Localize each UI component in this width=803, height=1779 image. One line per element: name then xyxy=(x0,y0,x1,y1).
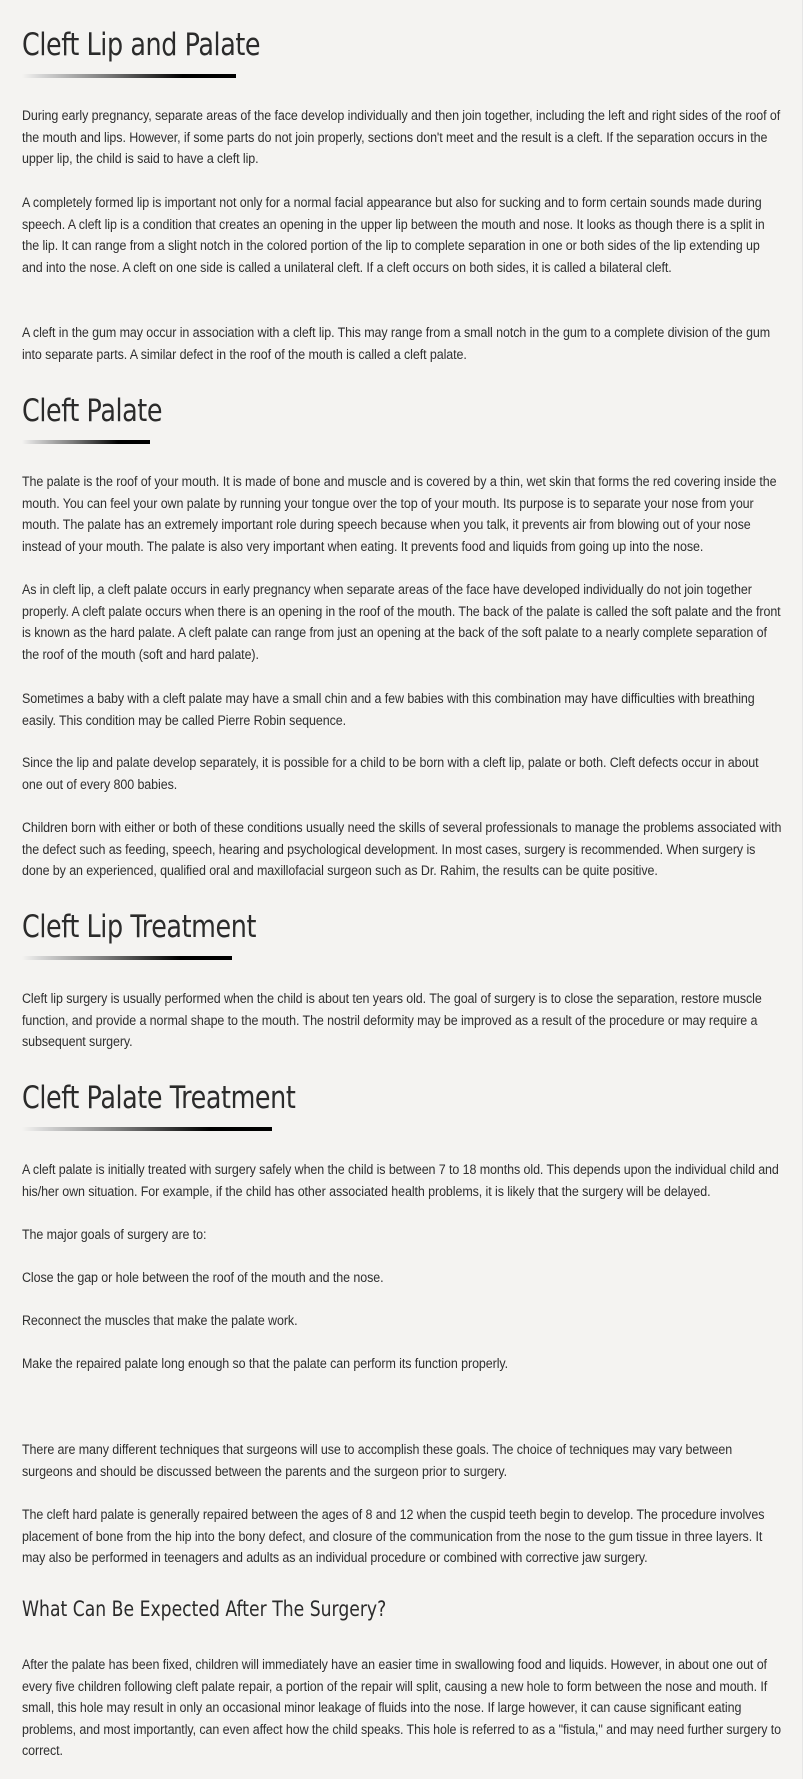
paragraph-text: Sometimes a baby with a cleft palate may have a small chin and a few babies with this combination may have difficulties with breathing easily. This condition may be called Pierre Robin sequence. xyxy=(22,691,755,729)
section-title: Cleft Lip Treatment xyxy=(22,909,257,945)
paragraph xyxy=(22,818,782,883)
section-cleft-palate-treatment xyxy=(22,1081,782,1131)
paragraph-text: Make the repaired palate long enough so that the palate can perform its function properly. xyxy=(22,1356,509,1372)
paragraph-text: A cleft in the gum may occur in association with a cleft lip. This may range from a small notch in the gum to a complete division of the gum into separate parts. A similar defect in the roof of the mouth is called a cleft palate. xyxy=(22,325,771,363)
subsection-title: What Can Be Expected After The Surgery? xyxy=(22,1597,387,1621)
paragraph xyxy=(22,1160,782,1203)
paragraph-text: The palate is the roof of your mouth. It is made of bone and muscle and is covered by a thin, wet skin that forms the red covering inside the mouth. You can feel your own palate by running your tongue over the top of your mouth. Its purpose is to separate your nose from your mouth. The palate has an extremely important role during speech because when you talk, it prevents air from blowing out of your nose instead of your mouth. The palate is also very important when eating. It prevents food and liquids from going up into the nose. xyxy=(22,474,777,555)
paragraph xyxy=(22,753,782,796)
paragraph xyxy=(22,106,782,171)
title-underline xyxy=(22,440,150,444)
paragraph-text: After the palate has been fixed, children will immediately have an easier time in swallowing food and liquids. However, in about one out of every five children following cleft palate repair, a portion of the repair will split, causing a new hole to form between the nose and mouth. If small, this hole may result in only an occasional minor leakage of fluids into the nose. If large however, it can cause significant eating problems, and most importantly, can even affect how the child speaks. This hole is referred to as a "fistula," and may need further surgery to correct. xyxy=(22,1657,782,1760)
paragraph xyxy=(22,1311,782,1333)
paragraph xyxy=(22,323,782,366)
paragraph xyxy=(22,1440,782,1483)
paragraph xyxy=(22,989,782,1054)
section-cleft-lip-and-palate xyxy=(22,28,782,78)
paragraph-text: The cleft hard palate is generally repaired between the ages of 8 and 12 when the cuspid teeth begin to develop. The procedure involves placement of bone from the hip into the bony defect, and closure of the communication from the nose to the gum tissue in three layers. It may also be performed in teenagers and adults as an individual procedure or combined with corrective jaw surgery. xyxy=(22,1507,765,1567)
paragraph xyxy=(22,1505,782,1570)
paragraph-text: The major goals of surgery are to: xyxy=(22,1227,207,1243)
paragraph-text: A cleft palate is initially treated with surgery safely when the child is between 7 to 18 months old. This depends upon the individual child and his/her own situation. For example, if the child has other associated health problems, it is likely that the surgery will be delayed. xyxy=(22,1162,779,1200)
paragraph xyxy=(22,1655,782,1763)
paragraph xyxy=(22,1268,782,1290)
paragraph xyxy=(22,472,782,558)
section-title: Cleft Lip and Palate xyxy=(22,27,261,63)
paragraph xyxy=(22,689,782,732)
paragraph-text: During early pregnancy, separate areas of the face develop individually and then join together, including the left and right sides of the roof of the mouth and lips. However, if some parts do not join properly, sections don't meet and the result is a cleft. If the separation occurs in the upper lip, the child is said to have a cleft lip. xyxy=(22,108,781,168)
paragraph xyxy=(22,1354,782,1376)
section-title: Cleft Palate Treatment xyxy=(22,1080,296,1116)
paragraph-text: Cleft lip surgery is usually performed when the child is about ten years old. The goal of surgery is to close the separation, restore muscle function, and provide a normal shape to the mouth. The nostril deformity may be improved as a result of the procedure or may require a subsequent surgery. xyxy=(22,991,762,1051)
paragraph-text: Since the lip and palate develop separately, it is possible for a child to be born with a cleft lip, palate or both. Cleft defects occur in about one out of every 800 babies. xyxy=(22,755,759,793)
title-underline xyxy=(22,956,232,960)
section-cleft-lip-treatment xyxy=(22,910,782,960)
section-cleft-palate xyxy=(22,394,782,444)
paragraph xyxy=(22,193,782,279)
paragraph-text: Reconnect the muscles that make the palate work. xyxy=(22,1313,298,1329)
paragraph-text: As in cleft lip, a cleft palate occurs in early pregnancy when separate areas of the face have developed individually do not join together properly. A cleft palate occurs when there is an opening in the roof of the mouth. The back of the palate is called the soft palate and the front is known as the hard palate. A cleft palate can range from just an opening at the back of the soft palate to a nearly complete separation of the roof of the mouth (soft and hard palate). xyxy=(22,582,781,663)
subsection-after-surgery xyxy=(22,1597,782,1621)
paragraph-text: Close the gap or hole between the roof of the mouth and the nose. xyxy=(22,1270,384,1286)
title-underline xyxy=(22,1127,272,1131)
title-underline xyxy=(22,74,236,78)
paragraph xyxy=(22,1225,782,1247)
section-title: Cleft Palate xyxy=(22,393,163,429)
paragraph xyxy=(22,580,782,666)
paragraph-text: There are many different techniques that surgeons will use to accomplish these goals. The choice of techniques may vary between surgeons and should be discussed between the parents and the surgeon prior to surgery. xyxy=(22,1442,733,1480)
paragraph-text: A completely formed lip is important not only for a normal facial appearance but also for sucking and to form certain sounds made during speech. A cleft lip is a condition that creates an opening in the upper lip between the mouth and nose. It looks as though there is a split in the lip. It can range from a slight notch in the colored portion of the lip to complete separation in one or both sides of the lip extending up and into the nose. A cleft on one side is called a unilateral cleft. If a cleft occurs on both sides, it is called a bilateral cleft. xyxy=(22,195,765,276)
paragraph-text: Children born with either or both of these conditions usually need the skills of several professionals to manage the problems associated with the defect such as feeding, speech, hearing and psychological development. In most cases, surgery is recommended. When surgery is done by an experienced, qualified oral and maxillofacial surgeon such as Dr. Rahim, the results can be quite positive. xyxy=(22,820,782,880)
